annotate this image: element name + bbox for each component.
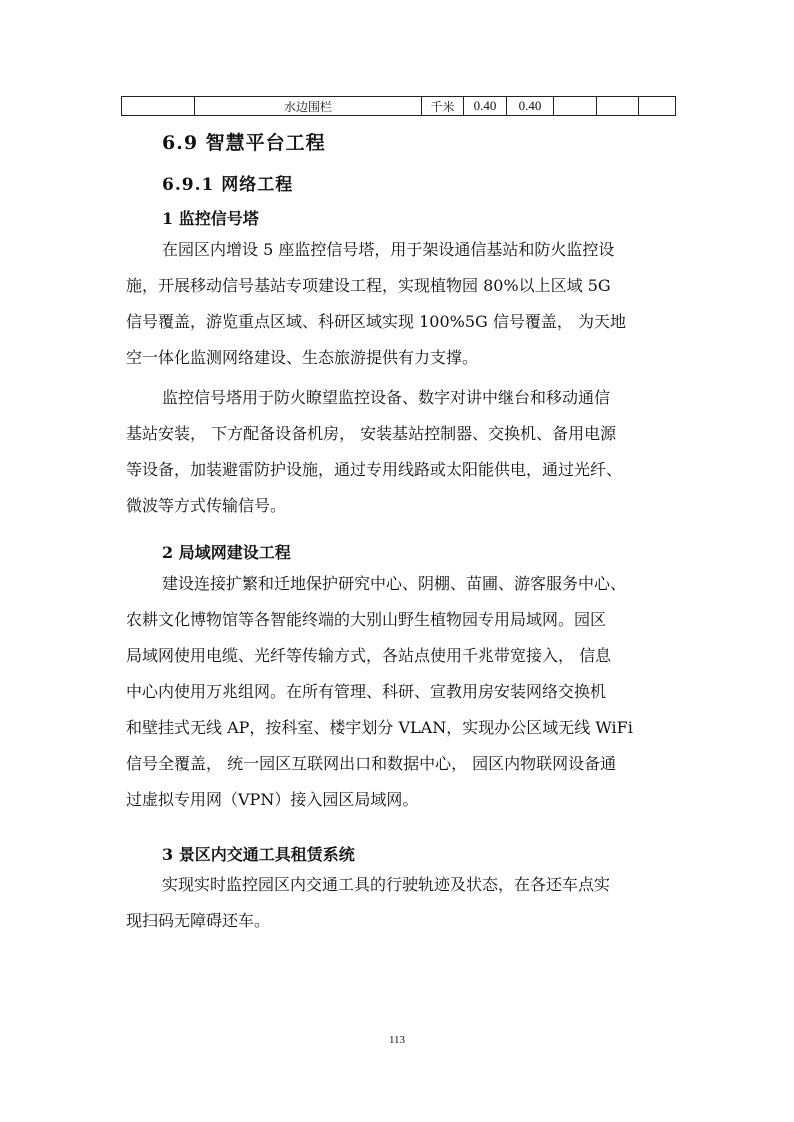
text-line: 实现实时监控园区内交通工具的行驶轨迹及状态，在各还车点实: [162, 875, 611, 894]
text-line: 现扫码无障碍还车。: [126, 911, 271, 930]
text-line: 等设备，加装避雷防护设施，通过专用线路或太阳能供电，通过光纤、: [126, 460, 623, 479]
table-row: [122, 97, 676, 116]
text-line: 过虚拟专用网（VPN）接入园区局域网。: [126, 790, 419, 809]
table-cell-empty: [639, 97, 676, 116]
table-cell-index: [122, 97, 195, 116]
text-line: 农耕文化博物馆等各智能终端的大别山野生植物园专用局域网。园区: [126, 610, 607, 629]
table-cell-empty: [597, 97, 639, 116]
text-line: 空一体化监测网络建设、生态旅游提供有力支撑。: [126, 348, 479, 367]
text-line: 施，开展移动信号基站专项建设工程，实现植物园 80%以上区域 5G: [126, 276, 611, 295]
table-cell-unit: 千米: [422, 97, 464, 116]
page-number: 113: [388, 1034, 406, 1046]
text-line: 中心内使用万兆组网。在所有管理、科研、宣教用房安装网络交换机: [126, 682, 607, 701]
text-line: 信号覆盖，游览重点区域、科研区域实现 100%5G 信号覆盖， 为天地: [126, 312, 626, 331]
section-title: 6.9 智慧平台工程: [162, 132, 326, 154]
subsection-title: 6.9.1 网络工程: [162, 175, 294, 195]
table-cell-quantity: 0.40: [464, 97, 507, 116]
text-line: 信号全覆盖， 统一园区互联网出口和数据中心， 园区内物联网设备通: [126, 754, 617, 773]
table-cell-empty: [554, 97, 597, 116]
bill-of-quantities-table-fragment: [121, 96, 676, 116]
text-line: 微波等方式传输信号。: [126, 496, 287, 515]
paragraph: [126, 566, 676, 818]
table-cell-quantity-2: 0.40: [507, 97, 554, 116]
text-line: 建设连接扩繁和迁地保护研究中心、阴棚、苗圃、游客服务中心、: [162, 574, 627, 593]
text-line: 局域网使用电缆、光纤等传输方式，各站点使用千兆带宽接入， 信息: [126, 646, 612, 665]
item-heading-vehicle-rental: 3 景区内交通工具租赁系统: [162, 845, 355, 864]
item-heading-lan: 2 局域网建设工程: [162, 543, 291, 562]
text-line: 监控信号塔用于防火瞭望监控设备、数字对讲中继台和移动通信: [162, 388, 611, 407]
item-heading-signal-tower: 1 监控信号塔: [162, 209, 259, 228]
paragraph: [126, 380, 676, 524]
text-line: 在园区内增设 5 座监控信号塔，用于架设通信基站和防火监控设: [162, 240, 615, 259]
text-line: 和壁挂式无线 AP，按科室、楼宇划分 VLAN，实现办公区域无线 WiFi: [126, 718, 633, 737]
table-cell-item-name: 水边围栏: [195, 97, 422, 116]
paragraph: [126, 232, 676, 376]
text-line: 基站安装， 下方配备设备机房， 安装基站控制器、交换机、备用电源: [126, 424, 617, 443]
paragraph: [126, 867, 676, 939]
